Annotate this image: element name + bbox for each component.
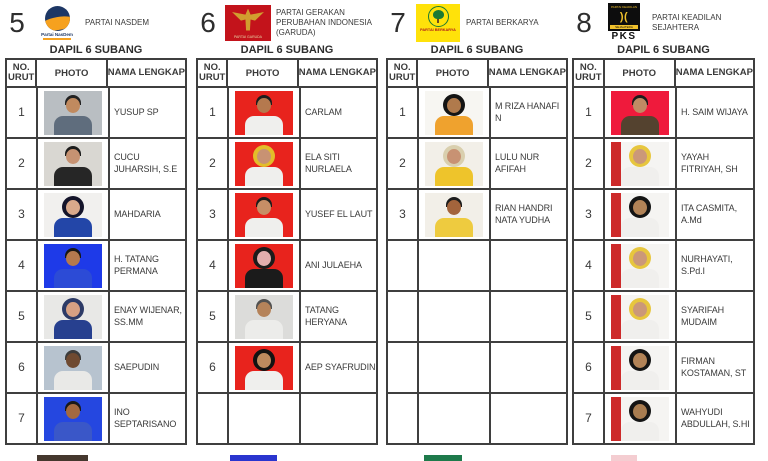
candidate-number: 3 (198, 190, 229, 239)
candidate-row (7, 290, 185, 341)
candidate-photo (44, 142, 102, 186)
candidate-row (7, 341, 185, 392)
col-header-nama-lengkap: NAMA LENGKAP (298, 66, 376, 78)
torso-shape (435, 218, 473, 237)
candidate-row (388, 86, 566, 137)
candidate-photo (425, 193, 483, 237)
candidate-row (574, 290, 753, 341)
candidate-photo (235, 142, 293, 186)
candidate-name: H. SAIM WIJAYA (681, 106, 748, 117)
berkarya-logo-box (416, 4, 460, 42)
head-shape (66, 353, 80, 368)
torso-shape (54, 422, 92, 441)
flag-stripe (611, 244, 621, 288)
torso-shape (54, 371, 92, 390)
flag-stripe (611, 295, 621, 339)
candidate-number: 5 (574, 292, 605, 341)
head-shape (257, 302, 271, 317)
candidate-photo (611, 91, 669, 135)
candidate-number: 3 (7, 190, 38, 239)
torso-shape (245, 269, 283, 288)
torso-shape (435, 167, 473, 186)
candidate-number: 4 (198, 241, 229, 290)
candidate-row (7, 392, 185, 443)
candidate-number: 2 (198, 139, 229, 188)
head-shape (257, 98, 271, 113)
torso-shape (54, 167, 92, 186)
berkarya-logo-caption: PARTAI BERKARYA (420, 27, 456, 32)
berkarya-logo (413, 4, 463, 42)
candidate-name: M RIZA HANAFI N (495, 100, 560, 123)
party-name: PARTAI BERKARYA (466, 17, 539, 27)
head-shape (257, 200, 271, 215)
col-header-no-urut: NO. URUT (198, 60, 228, 86)
candidate-row (198, 188, 376, 239)
flag-stripe (425, 193, 435, 237)
head-shape (633, 251, 647, 266)
candidate-photo (611, 142, 669, 186)
party-header (572, 0, 755, 44)
head-shape (633, 98, 647, 113)
dapil-label: DAPIL 6 SUBANG (49, 44, 143, 56)
candidate-photo-empty (235, 397, 293, 441)
candidate-number (388, 394, 419, 443)
flag-stripe (235, 346, 245, 390)
torso-shape (245, 167, 283, 186)
garuda-bird-icon (232, 9, 264, 31)
garuda-logo (223, 5, 273, 41)
candidate-number (198, 394, 229, 443)
candidate-number: 2 (388, 139, 419, 188)
head-shape (633, 149, 647, 164)
table-header-row (198, 60, 376, 86)
candidate-row-empty (388, 392, 566, 443)
candidate-name: ENAY WIJENAR, SS.MM (114, 304, 182, 327)
candidate-row-empty (388, 239, 566, 290)
col-header-photo: PHOTO (605, 60, 676, 86)
party-number: 7 (390, 6, 406, 38)
candidate-row (574, 188, 753, 239)
candidate-row (198, 290, 376, 341)
candidate-name: RIAN HANDRI NATA YUDHA (495, 202, 553, 225)
candidate-photo (235, 193, 293, 237)
col-header-nama-lengkap: NAMA LENGKAP (107, 66, 185, 78)
col-header-no-urut: NO. URUT (574, 60, 605, 86)
head-shape (66, 404, 80, 419)
candidate-name: SAEPUDIN (114, 361, 160, 372)
torso-shape (245, 218, 283, 237)
torso-shape (621, 116, 659, 135)
torso-shape (245, 320, 283, 339)
party-column-pks (572, 0, 755, 445)
candidate-row-empty (388, 290, 566, 341)
candidate-number: 6 (574, 343, 605, 392)
head-shape (447, 149, 461, 164)
candidate-row (574, 86, 753, 137)
candidate-number: 1 (198, 88, 229, 137)
candidate-name: AEP SYAFRUDIN (305, 361, 376, 372)
candidate-number: 3 (388, 190, 419, 239)
candidate-photo (425, 91, 483, 135)
torso-shape (245, 116, 283, 135)
party-number: 5 (9, 6, 25, 38)
candidate-name: YAYAH FITRIYAH, SH (681, 151, 738, 174)
candidate-number: 6 (7, 343, 38, 392)
torso-shape (54, 269, 92, 288)
head-shape (257, 149, 271, 164)
party-name: PARTAI KEADILAN SEJAHTERA (652, 12, 722, 32)
flag-stripe (235, 193, 245, 237)
candidate-row (574, 239, 753, 290)
candidate-name: LULU NUR AFIFAH (495, 151, 540, 174)
candidate-name: SYARIFAH MUDAIM (681, 304, 725, 327)
party-number: 6 (200, 6, 216, 38)
nasdem-circle-icon (45, 6, 70, 31)
head-shape (633, 200, 647, 215)
torso-shape (621, 371, 659, 390)
candidate-number: 6 (198, 343, 229, 392)
candidate-number: 2 (7, 139, 38, 188)
flag-stripe (235, 142, 245, 186)
next-section-photo-partial (230, 455, 277, 461)
flag-stripe (425, 142, 435, 186)
torso-shape (621, 269, 659, 288)
candidate-number (388, 292, 419, 341)
candidate-row (388, 188, 566, 239)
candidate-name (491, 343, 566, 392)
candidate-photo (235, 295, 293, 339)
party-header (386, 0, 568, 44)
next-section-photo-partial (37, 455, 88, 461)
candidate-name: YUSUP SP (114, 106, 159, 117)
dapil-label: DAPIL 6 SUBANG (617, 44, 710, 56)
candidate-name: ANI JULAEHA (305, 259, 362, 270)
candidate-row-empty (388, 341, 566, 392)
berkarya-ring-icon (428, 6, 449, 27)
flag-stripe (611, 142, 621, 186)
candidate-photo-empty (425, 397, 483, 441)
candidate-photo (44, 193, 102, 237)
flag-stripe (44, 244, 54, 288)
candidate-photo (235, 244, 293, 288)
candidate-number: 5 (198, 292, 229, 341)
candidate-name: H. TATANG PERMANA (114, 253, 159, 276)
torso-shape (54, 116, 92, 135)
torso-shape (245, 371, 283, 390)
candidate-photo (44, 295, 102, 339)
head-shape (633, 353, 647, 368)
torso-shape (621, 422, 659, 441)
candidate-table (386, 58, 568, 445)
candidate-photo (44, 397, 102, 441)
candidate-name (301, 394, 376, 443)
pks-logo-top-text: PARTAI KEADILAN (610, 5, 637, 9)
flag-stripe (235, 244, 245, 288)
head-shape (447, 98, 461, 113)
party-column-nasdem (5, 0, 187, 445)
candidate-photo (611, 244, 669, 288)
candidate-number: 1 (574, 88, 605, 137)
candidate-name: ITA CASMITA, A.Md (681, 202, 737, 225)
candidate-photo (235, 91, 293, 135)
party-column-garuda (196, 0, 378, 445)
candidate-number: 7 (7, 394, 38, 443)
flag-stripe (44, 295, 54, 339)
candidate-photo-empty (425, 346, 483, 390)
candidate-number: 1 (388, 88, 419, 137)
col-header-no-urut: NO. URUT (7, 60, 37, 86)
candidate-photo (44, 91, 102, 135)
head-shape (257, 251, 271, 266)
candidate-name: CARLAM (305, 106, 342, 117)
col-header-photo: PHOTO (228, 60, 298, 86)
table-header-row (7, 60, 185, 86)
pks-crescents-icon: )( (619, 10, 629, 23)
head-shape (257, 353, 271, 368)
candidate-number: 3 (574, 190, 605, 239)
candidate-number: 4 (574, 241, 605, 290)
nasdem-swoosh-icon (45, 13, 70, 30)
candidate-row (7, 188, 185, 239)
torso-shape (435, 116, 473, 135)
candidate-photo (235, 346, 293, 390)
candidate-number (388, 241, 419, 290)
nasdem-logo-caption: Partai NasDem (41, 31, 73, 37)
next-section-photo-partial (611, 455, 637, 461)
pks-logo-caption: PKS (611, 31, 637, 42)
pks-logo-band-text: SEJAHTERA (610, 25, 638, 29)
party-name: PARTAI NASDEM (85, 17, 150, 27)
candidate-photo (611, 295, 669, 339)
candidate-row (574, 137, 753, 188)
candidate-name: INO SEPTARISANO (114, 406, 177, 429)
col-header-photo: PHOTO (37, 60, 107, 86)
candidate-row (198, 239, 376, 290)
candidate-name: MAHDARIA (114, 208, 161, 219)
head-shape (66, 98, 80, 113)
dapil-label: DAPIL 6 SUBANG (430, 44, 524, 56)
garuda-logo-caption: PARTAI GARUDA (233, 34, 262, 39)
dapil-label: DAPIL 6 SUBANG (240, 44, 334, 56)
pks-logo-box (608, 3, 640, 31)
garuda-logo-box (225, 5, 271, 41)
candidate-number: 1 (7, 88, 38, 137)
torso-shape (54, 320, 92, 339)
flag-stripe (44, 142, 54, 186)
flag-stripe (235, 91, 245, 135)
candidate-name: ELA SITI NURLAELA (305, 151, 352, 174)
head-shape (66, 302, 80, 317)
candidate-name (491, 241, 566, 290)
candidate-photo-empty (425, 295, 483, 339)
col-header-nama-lengkap: NAMA LENGKAP (488, 66, 566, 78)
pks-logo (599, 3, 649, 42)
head-shape (633, 404, 647, 419)
table-header-row (574, 60, 753, 86)
candidate-name (491, 292, 566, 341)
candidate-table (196, 58, 378, 445)
torso-shape (621, 167, 659, 186)
torso-shape (621, 320, 659, 339)
flag-stripe (44, 91, 54, 135)
flag-stripe (44, 193, 54, 237)
candidate-number: 7 (574, 394, 605, 443)
candidate-name: WAHYUDI ABDULLAH, S.HI (681, 406, 750, 429)
candidate-photo (44, 346, 102, 390)
candidate-name: FIRMAN KOSTAMAN, ST (681, 355, 747, 378)
col-header-no-urut: NO. URUT (388, 60, 418, 86)
candidate-row (198, 341, 376, 392)
torso-shape (621, 218, 659, 237)
candidate-name (491, 394, 566, 443)
party-column-berkarya (386, 0, 568, 445)
candidate-name: NURHAYATI, S.Pd.I (681, 253, 733, 276)
flag-stripe (44, 397, 54, 441)
flag-stripe (235, 295, 245, 339)
party-header (5, 0, 187, 44)
candidate-row (574, 392, 753, 443)
torso-shape (54, 218, 92, 237)
flag-stripe (611, 397, 621, 441)
candidate-row (198, 137, 376, 188)
table-header-row (388, 60, 566, 86)
party-name: PARTAI GERAKAN PERUBAHAN INDONESIA (GARUDA) (276, 7, 372, 37)
party-header (196, 0, 378, 44)
candidate-photo-empty (425, 244, 483, 288)
candidate-number (388, 343, 419, 392)
nasdem-logo-underline (43, 38, 71, 40)
candidate-photo (611, 346, 669, 390)
next-section-photo-partial (424, 455, 462, 461)
head-shape (66, 149, 80, 164)
candidate-row (7, 137, 185, 188)
flag-stripe (611, 346, 621, 390)
candidate-table (5, 58, 187, 445)
candidate-number: 2 (574, 139, 605, 188)
col-header-nama-lengkap: NAMA LENGKAP (675, 66, 753, 78)
flag-stripe (425, 91, 435, 135)
flag-stripe (611, 193, 621, 237)
head-shape (66, 200, 80, 215)
berkarya-tree-icon (433, 10, 444, 19)
party-number: 8 (576, 6, 592, 38)
candidate-photo (425, 142, 483, 186)
candidate-row (198, 86, 376, 137)
candidate-name: CUCU JUHARSIH, S.E (114, 151, 178, 174)
candidate-photo (611, 397, 669, 441)
candidate-row (7, 239, 185, 290)
head-shape (447, 200, 461, 215)
head-shape (66, 251, 80, 266)
candidate-name: TATANG HERYANA (305, 304, 347, 327)
col-header-photo: PHOTO (418, 60, 488, 86)
berkarya-trunk-icon (437, 19, 439, 23)
flag-stripe (44, 346, 54, 390)
candidate-row-empty (198, 392, 376, 443)
candidate-number: 4 (7, 241, 38, 290)
candidate-number: 5 (7, 292, 38, 341)
nasdem-logo (32, 6, 82, 40)
candidate-row (574, 341, 753, 392)
candidate-name: YUSEF EL LAUT (305, 208, 373, 219)
head-shape (633, 302, 647, 317)
candidate-photo (611, 193, 669, 237)
candidate-row (388, 137, 566, 188)
candidate-table (572, 58, 755, 445)
candidate-photo (44, 244, 102, 288)
flag-stripe (611, 91, 621, 135)
candidate-row (7, 86, 185, 137)
